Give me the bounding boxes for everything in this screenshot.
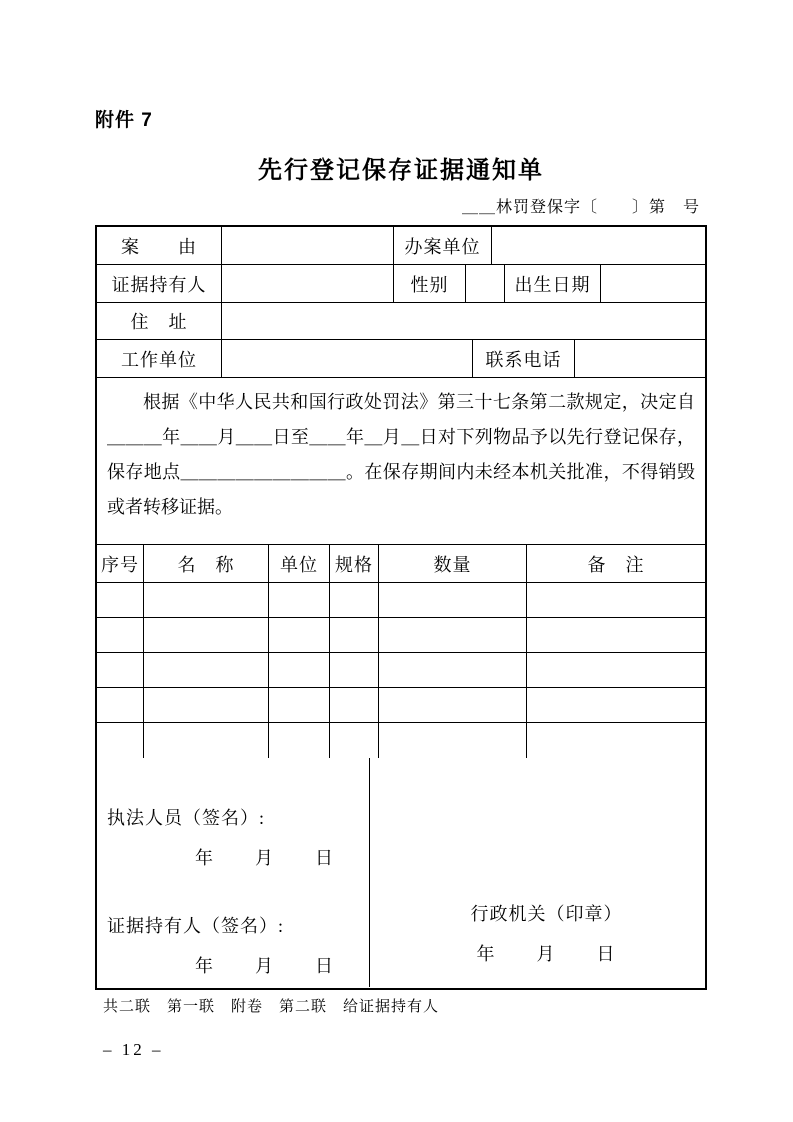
item-row [97,723,705,758]
item-spec-cell[interactable] [330,723,379,758]
statement-row [97,378,705,545]
workplace-row [97,340,705,378]
item-unit-cell[interactable] [269,653,330,687]
item-remarks-cell[interactable] [527,618,705,652]
enforcer-signature-block [97,804,369,870]
item-seq-cell[interactable] [97,583,144,617]
items-header-seq: 序号 [97,545,144,582]
holder-signature-block [97,912,369,978]
case-unit-input[interactable] [492,227,705,264]
holder-signature-label: 证据持有人（签名）: [107,916,285,936]
case-input[interactable] [222,227,394,264]
address-label: 住 址 [97,303,222,339]
item-unit-cell[interactable] [269,583,330,617]
signature-left-cell[interactable] [97,758,370,987]
item-remarks-cell[interactable] [527,583,705,617]
page-number: – 12 – [103,1040,164,1059]
agency-seal-label: 行政机关（印章） [470,904,623,924]
holder-input[interactable] [222,265,394,302]
case-row [97,227,705,265]
item-spec-cell[interactable] [330,583,379,617]
items-header-spec: 规格 [330,545,379,582]
item-unit-cell[interactable] [269,618,330,652]
item-name-cell[interactable] [144,618,269,652]
evidence-preservation-form [95,225,707,990]
gender-input[interactable] [466,265,505,302]
copies-note: 共二联 第一联 附卷 第二联 给证据持有人 [103,999,440,1015]
item-name-cell[interactable] [144,723,269,758]
workplace-input[interactable] [222,340,473,377]
item-row [97,653,705,688]
item-quantity-cell[interactable] [379,653,527,687]
items-header-quantity: 数量 [379,545,527,582]
items-header-row [97,545,705,583]
statement-text: 根据《中华人民共和国行政处罚法》第三十七条第二款规定，决定自＿＿＿年＿＿月＿＿日至＿＿年＿月＿日对下列物品予以先行登记保存，保存地点＿＿＿＿＿＿＿＿＿。在保存期间内未经本机关批准，不得销毁或者转移证据。 [107,392,695,517]
item-row [97,583,705,618]
address-row [97,303,705,340]
agency-seal-block [370,900,705,966]
item-unit-cell[interactable] [269,688,330,722]
phone-label: 联系电话 [473,340,575,377]
item-name-cell[interactable] [144,653,269,687]
holder-label: 证据持有人 [97,265,222,302]
birth-date-label: 出生日期 [505,265,601,302]
signature-section [97,758,705,987]
item-spec-cell[interactable] [330,688,379,722]
enforcer-date-label: 年 月 日 [195,848,335,868]
item-spec-cell[interactable] [330,653,379,687]
item-seq-cell[interactable] [97,688,144,722]
items-header-name: 名 称 [144,545,269,582]
agency-date-label: 年 月 日 [476,944,617,964]
item-quantity-cell[interactable] [379,618,527,652]
item-remarks-cell[interactable] [527,653,705,687]
phone-input[interactable] [575,340,705,377]
holder-row [97,265,705,303]
item-name-cell[interactable] [144,583,269,617]
attachment-label: 附件 7 [95,110,153,131]
workplace-label: 工作单位 [97,340,222,377]
item-row [97,688,705,723]
items-header-unit: 单位 [269,545,330,582]
gender-label: 性别 [394,265,466,302]
item-quantity-cell[interactable] [379,583,527,617]
item-name-cell[interactable] [144,688,269,722]
item-spec-cell[interactable] [330,618,379,652]
case-unit-label: 办案单位 [394,227,492,264]
item-quantity-cell[interactable] [379,723,527,758]
item-seq-cell[interactable] [97,653,144,687]
item-unit-cell[interactable] [269,723,330,758]
item-remarks-cell[interactable] [527,688,705,722]
case-label: 案 由 [97,227,222,264]
item-seq-cell[interactable] [97,618,144,652]
item-quantity-cell[interactable] [379,688,527,722]
birth-date-input[interactable] [601,265,705,302]
statement-cell[interactable] [97,378,705,544]
item-remarks-cell[interactable] [527,723,705,758]
enforcer-signature-label: 执法人员（签名）: [107,808,266,828]
items-header-remarks: 备 注 [587,554,645,575]
doc-number-line[interactable]: ＿＿林罚登保字〔 〕第 号 [461,199,700,216]
page-title: 先行登记保存证据通知单 [258,157,544,184]
item-seq-cell[interactable] [97,723,144,758]
address-input[interactable] [222,303,705,339]
items-body [97,583,705,758]
item-row [97,618,705,653]
holder-date-label: 年 月 日 [195,956,335,976]
signature-right-cell[interactable] [370,758,705,987]
